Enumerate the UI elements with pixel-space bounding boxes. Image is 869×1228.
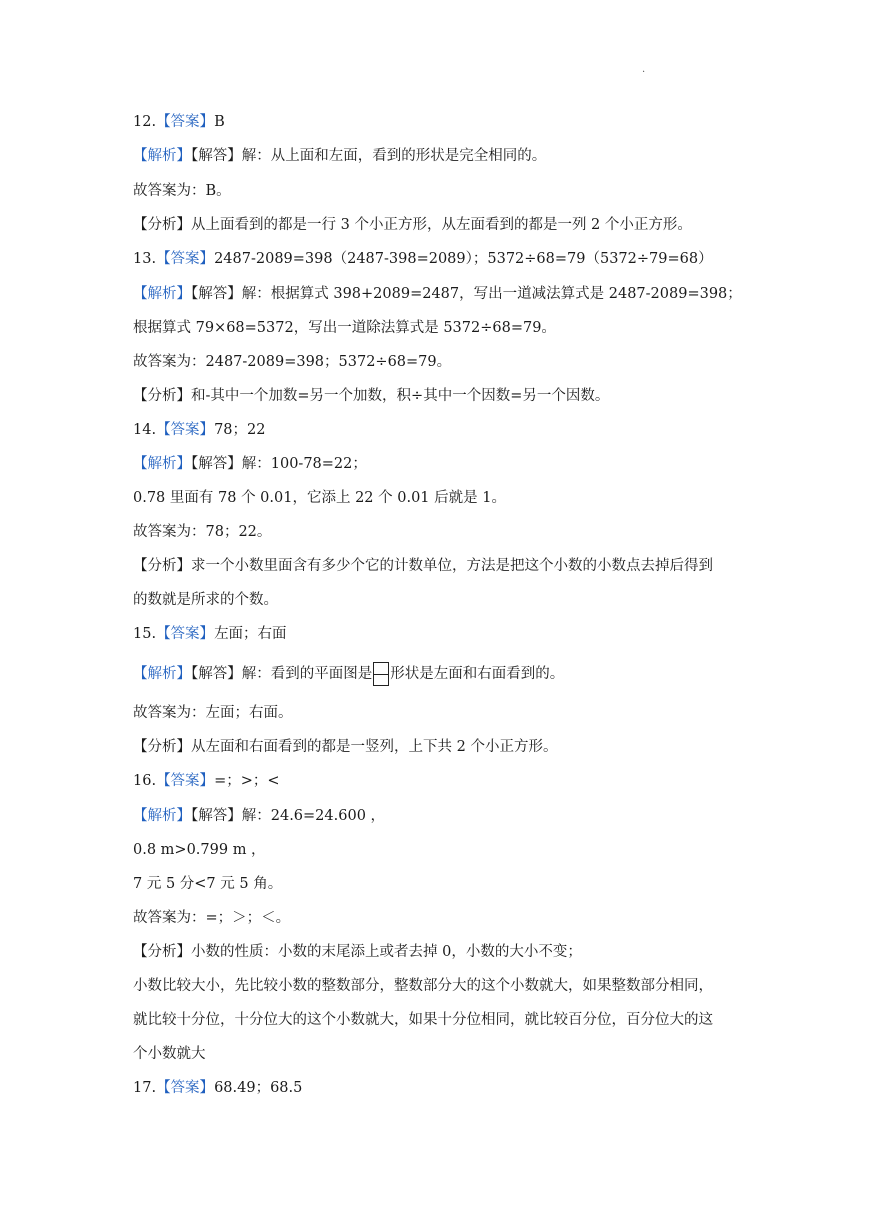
jieda-tag: 【解答】 — [191, 456, 242, 472]
answer-tag: 【答案】 — [156, 1080, 215, 1096]
jiexi-tag: 【解析】 — [133, 666, 191, 682]
q13-solution-1: 解：根据算式 398+2089=2487，写出一道减法算式是 2487-2089=398； — [241, 286, 742, 302]
vertical-two-squares-figure — [373, 662, 389, 686]
q14-answer: 78；22 — [214, 422, 266, 438]
q14-final: 故答案为：78；22。 — [133, 524, 272, 540]
fenxi-tag: 【分析】 — [133, 217, 191, 233]
jiexi-tag: 【解析】 — [133, 148, 191, 164]
q13-answer-line — [133, 249, 713, 269]
header-mark: . — [642, 64, 646, 75]
q12-solution: 解：从上面和左面，看到的形状是完全相同的。 — [241, 148, 547, 164]
q16-solution-3: 7 元 5 分<7 元 5 角。 — [133, 876, 283, 892]
answer-tag: 【答案】 — [156, 114, 215, 130]
answer-tag: 【答案】 — [156, 626, 215, 642]
q14-analysis-2: 的数就是所求的个数。 — [133, 592, 278, 608]
q14-answer-line — [133, 420, 265, 440]
q12-solution-line — [133, 146, 546, 166]
q15-answer-line — [133, 624, 287, 644]
jieda-tag: 【解答】 — [191, 286, 242, 302]
q17-number: 17. — [133, 1080, 157, 1096]
q15-solution-line — [133, 662, 564, 686]
q13-number: 13. — [133, 251, 157, 267]
q13-answer: 2487-2089=398（2487-398=2089）；5372÷68=79（5372÷79=68） — [214, 251, 713, 267]
q13-final: 故答案为：2487-2089=398；5372÷68=79。 — [133, 354, 452, 370]
q12-number: 12. — [133, 114, 157, 130]
q12-final: 故答案为：B。 — [133, 183, 231, 199]
fenxi-tag: 【分析】 — [133, 739, 191, 755]
answer-tag: 【答案】 — [156, 422, 215, 438]
q17-answer: 68.49；68.5 — [214, 1080, 303, 1096]
jiexi-tag: 【解析】 — [133, 286, 191, 302]
fenxi-tag: 【分析】 — [133, 944, 191, 960]
q12-analysis: 从上面看到的都是一行 3 个小正方形，从左面看到的都是一列 2 个小正方形。 — [191, 217, 692, 233]
q12-analysis-line — [133, 215, 692, 235]
q14-analysis-line — [133, 556, 713, 576]
jiexi-tag: 【解析】 — [133, 456, 191, 472]
q16-solution-2: 0.8 m>0.799 m ， — [133, 842, 266, 858]
jiexi-tag: 【解析】 — [133, 808, 191, 824]
q16-analysis-4: 个小数就大 — [133, 1046, 206, 1062]
fenxi-tag: 【分析】 — [133, 388, 191, 404]
answer-tag: 【答案】 — [156, 251, 215, 267]
q16-analysis-2: 小数比较大小，先比较小数的整数部分，整数部分大的这个小数就大，如果整数部分相同， — [133, 978, 713, 994]
jieda-tag: 【解答】 — [191, 148, 242, 164]
jieda-tag: 【解答】 — [191, 808, 242, 824]
q16-number: 16. — [133, 773, 157, 789]
q16-answer: =；>；< — [214, 773, 280, 789]
fenxi-tag: 【分析】 — [133, 558, 191, 574]
q17-answer-line — [133, 1078, 302, 1098]
q16-analysis-3: 就比较十分位，十分位大的这个小数就大，如果十分位相同，就比较百分位，百分位大的这 — [133, 1012, 713, 1028]
q14-solution-2: 0.78 里面有 78 个 0.01，它添上 22 个 0.01 后就是 1。 — [133, 490, 506, 506]
q12-answer-line — [133, 112, 225, 132]
q13-analysis-line — [133, 386, 609, 406]
q15-final: 故答案为：左面；右面。 — [133, 705, 293, 721]
q15-answer: 左面；右面 — [214, 626, 287, 642]
q13-solution-2: 根据算式 79×68=5372，写出一道除法算式是 5372÷68=79。 — [133, 320, 556, 336]
q16-solution-1: 解：24.6=24.600 ， — [241, 808, 386, 824]
q14-solution-1: 解：100-78=22； — [241, 456, 367, 472]
q16-analysis-line — [133, 942, 582, 962]
q16-analysis-1: 小数的性质：小数的末尾添上或者去掉 0，小数的大小不变； — [191, 944, 582, 960]
q15-analysis: 从左面和右面看到的都是一竖列，上下共 2 个小正方形。 — [191, 739, 558, 755]
q15-analysis-line — [133, 737, 557, 757]
q15-number: 15. — [133, 626, 157, 642]
q13-solution-line — [133, 284, 742, 304]
q14-number: 14. — [133, 422, 157, 438]
q16-solution-line — [133, 806, 385, 826]
q15-solution-after: 形状是左面和右面看到的。 — [390, 666, 565, 682]
q14-analysis-1: 求一个小数里面含有多少个它的计数单位，方法是把这个小数的小数点去掉后得到 — [191, 558, 713, 574]
q13-analysis: 和-其中一个加数=另一个加数，积÷其中一个因数=另一个因数。 — [191, 388, 610, 404]
q12-answer: B — [214, 114, 225, 130]
jieda-tag: 【解答】 — [191, 666, 242, 682]
q16-final: 故答案为：=；＞；＜。 — [133, 910, 291, 926]
q15-solution-before: 解：看到的平面图是 — [241, 666, 373, 682]
q16-answer-line — [133, 771, 280, 791]
q14-solution-line — [133, 454, 367, 474]
answer-tag: 【答案】 — [156, 773, 215, 789]
